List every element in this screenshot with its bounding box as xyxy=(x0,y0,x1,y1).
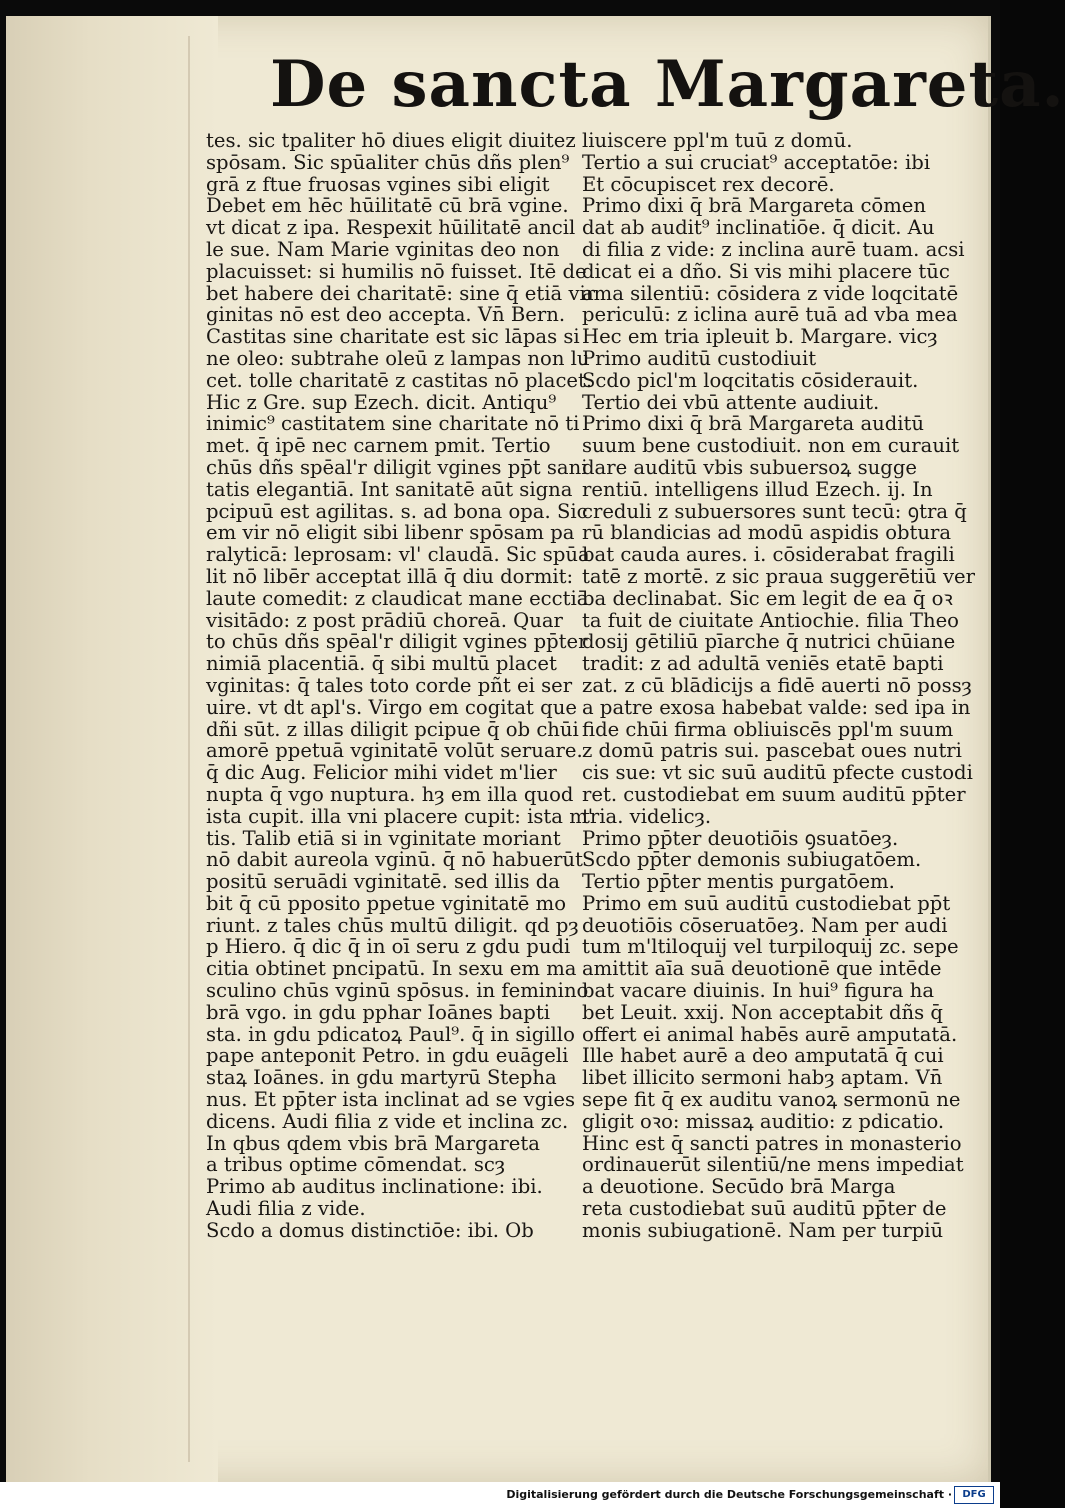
text-line: nō dabit aureola vginū. q̄ nō habuerūt xyxy=(206,848,583,872)
dfg-logo: DFG xyxy=(954,1486,994,1504)
text-line: lit nō libēr acceptat illā q̄ diu dormit: xyxy=(206,564,574,588)
text-line: Scdo picl'm loqcitatis cōsiderauit. xyxy=(582,368,919,392)
text-line: inimic⁹ castitatem sine charitate nō ti xyxy=(206,412,580,436)
text-line: offert ei animal habēs aurē amputatā. xyxy=(582,1022,958,1046)
text-line: visitādo: z post prādiū choreā. Quar xyxy=(206,608,563,632)
text-line: Scdo a domus distinctiōe: ibi. Ob xyxy=(206,1218,534,1242)
text-line: uire. vt dt apl's. Virgo em cogitat que xyxy=(206,695,577,719)
text-line: liuiscere ppl'm tuū z domū. xyxy=(582,129,853,152)
text-line: di filia z vide: z inclina aurē tuam. acsi xyxy=(582,237,965,261)
text-line: a deuotione. Secūdo brā Marga xyxy=(582,1175,896,1199)
text-line: tes. sic tpaliter hō diues eligit diuitez xyxy=(206,129,576,152)
text-line: nus. Et pp̄ter ista inclinat ad se vgies xyxy=(206,1088,576,1112)
text-line: Ille habet aurē a deo amputatā q̄ cui xyxy=(582,1044,944,1068)
right-text-column xyxy=(582,129,976,1248)
digitization-credit: Digitalisierung gefördert durch die Deutsche Forschungsgemeinschaft · xyxy=(506,1488,952,1501)
text-line: libet illicito sermoni habȝ aptam. Vn̄ xyxy=(582,1066,943,1090)
text-line: Audi filia z vide. xyxy=(206,1197,366,1221)
text-line: gligit oꝛo: missaꝝ auditio: z pdicatio. xyxy=(582,1109,945,1133)
text-line: ama silentiū: cōsidera z vide loqcitatē xyxy=(582,281,959,305)
text-line: Hic z Gre. sup Ezech. dicit. Antiqu⁹ xyxy=(206,390,557,414)
text-line: amittit aīa suā deuotionē que intēde xyxy=(582,957,942,981)
text-line: ista cupit. illa vni placere cupit: ista m' xyxy=(206,804,594,828)
text-line: em vir nō eligit sibi libenr spōsam pa xyxy=(206,521,575,545)
text-line: fide chūi firma obliuiscēs ppl'm suum xyxy=(582,717,954,741)
text-line: Tertio dei vbū attente audiuit. xyxy=(582,390,880,414)
text-line: ta fuit de ciuitate Antiochie. filia Theo xyxy=(582,608,959,632)
text-line: sculino chūs vginū spōsus. in feminino xyxy=(206,979,589,1003)
text-line: positū seruādi vginitatē. sed illis da xyxy=(206,870,560,894)
text-line: rentiū. intelligens illud Ezech. ij. In xyxy=(582,477,933,501)
text-line: dat ab audit⁹ inclinatiōe. q̄ dicit. Au xyxy=(582,216,935,240)
text-line: grā z ftue fruosas vgines sibi eligit xyxy=(206,172,550,196)
text-line: dare auditū vbis subuersoꝝ sugge xyxy=(582,455,917,479)
text-line: sta. in gdu pdicatoꝝ Paul⁹. q̄ in sigillo xyxy=(206,1022,575,1046)
left-text-column xyxy=(206,129,596,1260)
text-line: chūs dñs spēal'r diligit vgines pp̄t sani xyxy=(206,455,588,479)
text-line: ordinauerūt silentiū/ne mens impediat xyxy=(582,1153,964,1177)
text-line: suum bene custodiuit. non em curauit xyxy=(582,434,960,458)
text-line: pape anteponit Petro. in gdu euāgeli xyxy=(206,1044,569,1068)
text-line: creduli z subuersores sunt tecū: ꝯtra q̄ xyxy=(582,499,967,523)
text-line: bat cauda aures. i. cōsiderabat fragili xyxy=(582,543,955,567)
text-line: dicens. Audi filia z vide et inclina zc. xyxy=(206,1109,569,1133)
text-line: amorē ppetuā vginitatē volūt seruare. xyxy=(206,739,583,763)
text-line: vginitas: q̄ tales toto corde pñt ei ser xyxy=(206,673,573,697)
text-line: vt dicat z ipa. Respexit hūilitatē ancil xyxy=(206,216,576,240)
text-line: In qbus qdem vbis brā Margareta xyxy=(206,1131,540,1155)
text-line: p Hiero. q̄ dic q̄ in oī seru z gdu pudi xyxy=(206,935,571,959)
text-line: laute comedit: z claudicat mane ecctiā xyxy=(206,586,589,610)
text-line: cet. tolle charitatē z castitas nō placet. xyxy=(206,368,593,392)
text-line: met. q̄ ipē nec carnem pmit. Tertio xyxy=(206,434,551,458)
text-line: Primo dixi q̄ brā Margareta cōmen xyxy=(582,194,927,218)
text-line: bit q̄ cū pposito ppetue vginitatē mo xyxy=(206,891,566,915)
text-line: nupta q̄ vgo nuptura. hȝ em illa quod xyxy=(206,782,574,806)
text-line: Primo pp̄ter deuotiōis ꝯsuatōeȝ. xyxy=(582,826,899,850)
text-line: le sue. Nam Marie vginitas deo non xyxy=(206,237,560,261)
text-line: tis. Talib etiā si in vginitate moriant xyxy=(206,826,561,850)
text-line: Hec em tria ipleuit b. Margare. vicȝ xyxy=(582,325,938,349)
text-line: tum m'ltiloquij vel turpiloquij zc. sepe xyxy=(582,935,959,959)
text-line: periculū: z iclina aurē tuā ad vba mea xyxy=(582,303,958,327)
text-line: riunt. z tales chūs multū diligit. qd pȝ xyxy=(206,913,579,937)
text-line: Hinc est q̄ sancti patres in monasterio xyxy=(582,1131,962,1155)
text-line: Debet em hēc hūilitatē cū brā vgine. xyxy=(206,194,569,218)
text-line: q̄ dic Aug. Felicior mihi videt m'lier xyxy=(206,761,557,785)
text-line: z domū patris sui. pascebat oues nutri xyxy=(582,739,962,763)
text-line: Et cōcupiscet rex decorē. xyxy=(582,172,835,196)
text-line: brā vgo. in gdu pphar Ioānes bapti xyxy=(206,1000,550,1024)
text-line: bat vacare diuinis. In hui⁹ figura ha xyxy=(582,979,934,1003)
text-line: to chūs dñs spēal'r diligit vgines pp̄ter xyxy=(206,630,588,654)
text-line: nimiā placentiā. q̄ sibi multū placet xyxy=(206,652,557,676)
text-line: Castitas sine charitate est sic lāpas si xyxy=(206,325,580,349)
text-line: bet habere dei charitatē: sine q̄ etiā vir xyxy=(206,281,596,305)
text-line: tria. videlicȝ. xyxy=(582,804,712,828)
page-gutter xyxy=(6,16,218,1482)
text-line: a tribus optime cōmendat. scȝ xyxy=(206,1153,506,1177)
text-line: Tertio a sui cruciat⁹ acceptatōe: ibi xyxy=(582,150,931,174)
text-line: spōsam. Sic spūaliter chūs dñs plen⁹ xyxy=(206,150,570,174)
text-line: Tertio pp̄ter mentis purgatōem. xyxy=(582,870,895,894)
text-line: dicat ei a dño. Si vis mihi placere tūc xyxy=(582,259,950,283)
text-line: ginitas nō est deo accepta. Vn̄ Bern. xyxy=(206,303,566,327)
text-line: zat. z cū blādicijs a fidē auerti nō possȝ xyxy=(582,673,972,697)
text-line: rū blandicias ad modū aspidis obtura xyxy=(582,521,952,545)
text-line: Scdo pp̄ter demonis subiugatōem. xyxy=(582,848,922,872)
text-line: bet Leuit. xxij. Non acceptabit dñs q̄ xyxy=(582,1000,943,1024)
text-line: staꝝ Ioānes. in gdu martyrū Stepha xyxy=(206,1066,557,1090)
page-title: De sancta Margareta. xyxy=(270,47,1065,122)
text-line: reta custodiebat suū auditū pp̄ter de xyxy=(582,1197,947,1221)
text-line: tradit: z ad adultā veniēs etatē bapti xyxy=(582,652,944,676)
text-line: citia obtinet pncipatū. In sexu em ma xyxy=(206,957,577,981)
text-line: Primo auditū custodiuit xyxy=(582,346,817,370)
text-line: deuotiōis cōseruatōeȝ. Nam per audi xyxy=(582,913,948,937)
text-line: ba declinabat. Sic em legit de ea q̄ oꝛ xyxy=(582,586,953,610)
text-line: pcipuū est agilitas. s. ad bona opa. Sic xyxy=(206,499,588,523)
text-line: ralyticā: leprosam: vl' claudā. Sic spūa xyxy=(206,543,590,567)
text-line: placuisset: si humilis nō fuisset. Itē de xyxy=(206,259,587,283)
text-line: a patre exosa habebat valde: sed ipa in xyxy=(582,695,971,719)
text-line: monis subiugationē. Nam per turpiū xyxy=(582,1218,944,1242)
text-line: dosij gētiliū pīarche q̄ nutrici chūiane xyxy=(582,630,956,654)
text-line: Primo em suū auditū custodiebat pp̄t xyxy=(582,891,951,915)
text-line: Primo ab auditus inclinatione: ibi. xyxy=(206,1175,543,1199)
text-line: dñi sūt. z illas diligit pcipue q̄ ob chūi xyxy=(206,717,579,741)
text-line: tatē z mortē. z sic praua suggerētiū ver xyxy=(582,564,976,588)
text-line: tatis elegantiā. Int sanitatē aūt signa xyxy=(206,477,573,501)
text-line: cis sue: vt sic suū auditū pfecte custodi xyxy=(582,761,973,785)
text-line: sepe fit q̄ ex auditu vanoꝝ sermonū ne xyxy=(582,1088,961,1112)
text-line: ne oleo: subtrahe oleū z lampas non lu xyxy=(206,346,590,370)
text-line: ret. custodiebat em suum auditū pp̄ter xyxy=(582,782,966,806)
text-line: Primo dixi q̄ brā Margareta auditū xyxy=(582,412,925,436)
